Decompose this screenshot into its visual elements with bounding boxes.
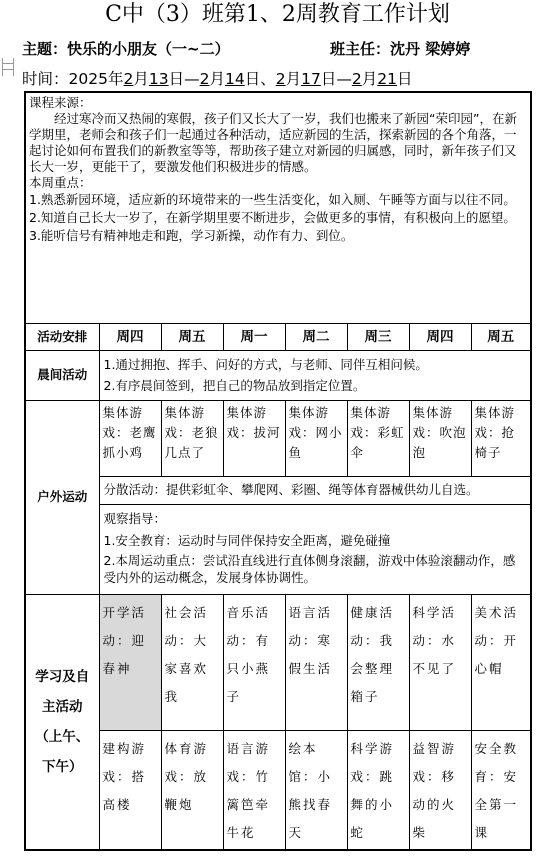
course-source-label: 课程来源： — [29, 95, 92, 110]
time-day-3: 17 — [301, 70, 321, 88]
teacher-line — [330, 38, 470, 59]
learning-game: 语言游戏：竹篱笆牵牛花 — [223, 730, 285, 850]
learning-activity: 音乐活动：有只小燕子 — [223, 594, 285, 730]
focus-label: 本周重点： — [29, 175, 92, 190]
time-text: 月 — [361, 70, 378, 88]
day-header: 周五 — [161, 323, 223, 350]
focus-item: 1.熟悉新园环境，适应新的环境带来的一些生活变化，如入厕、午睡等方面与以往不同。 — [29, 192, 516, 207]
guide-item: 2.本周运动重点：尝试沿直线进行直体侧身滚翻，游戏中体验滚翻动作，感受内外的运动概念，发展身体协调性。 — [103, 552, 516, 585]
time-month-3: 2 — [275, 70, 286, 88]
time-month-1: 2 — [123, 70, 134, 88]
learning-game: 体育游戏：放鞭炮 — [161, 730, 223, 850]
learning-activity: 科学活动：水不见了 — [409, 594, 471, 730]
outdoor-game: 集体游戏：拔河 — [223, 400, 285, 476]
guide-item: 1.安全教育：运动时与同伴保持安全距离，避免碰撞 — [103, 532, 391, 548]
margin-marker — [2, 58, 14, 76]
learning-game: 安全教育：安全第一课 — [471, 730, 531, 850]
course-section — [25, 92, 531, 323]
guide-label: 观察指导： — [103, 510, 167, 526]
time-text: 日、 — [244, 70, 276, 88]
learning-activity: 语言活动：寒假生活 — [285, 594, 347, 730]
morning-content — [99, 350, 531, 400]
learning-game: 益智游戏：移动的火柴 — [409, 730, 471, 850]
day-header: 周三 — [347, 323, 409, 350]
time-month-4: 2 — [351, 70, 362, 88]
time-day-4: 21 — [377, 70, 397, 88]
time-text: 日— — [320, 70, 352, 88]
time-text: 月 — [285, 70, 302, 88]
outdoor-game: 集体游戏：网小鱼 — [285, 400, 347, 476]
learning-activity: 社会活动：大家喜欢我 — [161, 594, 223, 730]
learning-game: 绘本馆：小熊找春天 — [285, 730, 347, 850]
outdoor-game: 集体游戏：彩虹伞 — [347, 400, 409, 476]
time-text: 日 — [397, 70, 413, 88]
day-header: 周五 — [471, 323, 531, 350]
outdoor-scatter: 分散活动：提供彩虹伞、攀爬网、彩圈、绳等体育器械供幼儿自选。 — [99, 476, 531, 504]
theme-label: 主题： — [22, 40, 68, 58]
time-label: 时间：2025年 — [22, 70, 124, 88]
morning-item: 1.通过拥抱、挥手、问好的方式，与老师、同伴互相问候。 — [103, 356, 428, 372]
morning-item: 2.有序晨间签到，把自己的物品放到指定位置。 — [103, 377, 366, 393]
learning-activity: 开学活动：迎春神 — [99, 594, 161, 730]
outdoor-game: 集体游戏：老狼几点了 — [161, 400, 223, 476]
learning-label: 学习及自主活动（上午、下午） — [25, 594, 99, 850]
time-day-2: 14 — [224, 70, 245, 88]
time-text: 月 — [209, 70, 225, 88]
day-header: 周四 — [99, 323, 161, 350]
course-source-text: 经过寒冷而又热闹的寒假，孩子们又长大了一岁，我们也搬来了新园“荣印园”，在新学期里，老师会和孩子们一起通过各种活动，适应新园的生活，探索新园的各个角落，一起讨论如何布置我们的新教室等等，帮助孩子建立对新园的归属感，同时，新年孩子们又长大一岁，更能干了，要激发他们积极进步的情感。 — [29, 111, 517, 174]
learning-game: 科学游戏：跳舞的小蛇 — [347, 730, 409, 850]
outdoor-game: 集体游戏：吹泡泡 — [409, 400, 471, 476]
page-title: C中（3）班第1、2周教育工作计划 — [105, 2, 450, 27]
teacher-value: 沈丹 梁婷婷 — [390, 40, 471, 58]
day-header: 周二 — [285, 323, 347, 350]
learning-activity: 美术活动：开心帽 — [471, 594, 531, 730]
time-day-1: 13 — [148, 70, 169, 88]
outdoor-game: 集体游戏：抢椅子 — [471, 400, 531, 476]
plan-table — [24, 91, 532, 851]
schedule-header: 活动安排 — [25, 323, 99, 350]
morning-label: 晨间活动 — [25, 350, 99, 400]
outdoor-label: 户外运动 — [25, 400, 99, 594]
day-header: 周四 — [409, 323, 471, 350]
time-text: 日— — [168, 70, 200, 88]
time-text: 月 — [133, 70, 149, 88]
theme-value: 快乐的小朋友（一~二） — [67, 40, 230, 58]
learning-activity: 健康活动：我会整理箱子 — [347, 594, 409, 730]
teacher-label: 班主任： — [330, 40, 391, 58]
focus-item: 3.能听信号有精神地走和跑，学习新操，动作有力、到位。 — [29, 228, 354, 243]
time-line — [22, 67, 413, 89]
theme-line — [22, 38, 230, 59]
outdoor-game: 集体游戏：老鹰抓小鸡 — [99, 400, 161, 476]
day-header: 周一 — [223, 323, 285, 350]
time-month-2: 2 — [199, 70, 210, 88]
learning-game: 建构游戏：搭高楼 — [99, 730, 161, 850]
focus-item: 2.知道自己长大一岁了，在新学期里要不断进步，会做更多的事情，有积极向上的愿望。 — [29, 210, 516, 225]
outdoor-guide — [99, 504, 531, 594]
